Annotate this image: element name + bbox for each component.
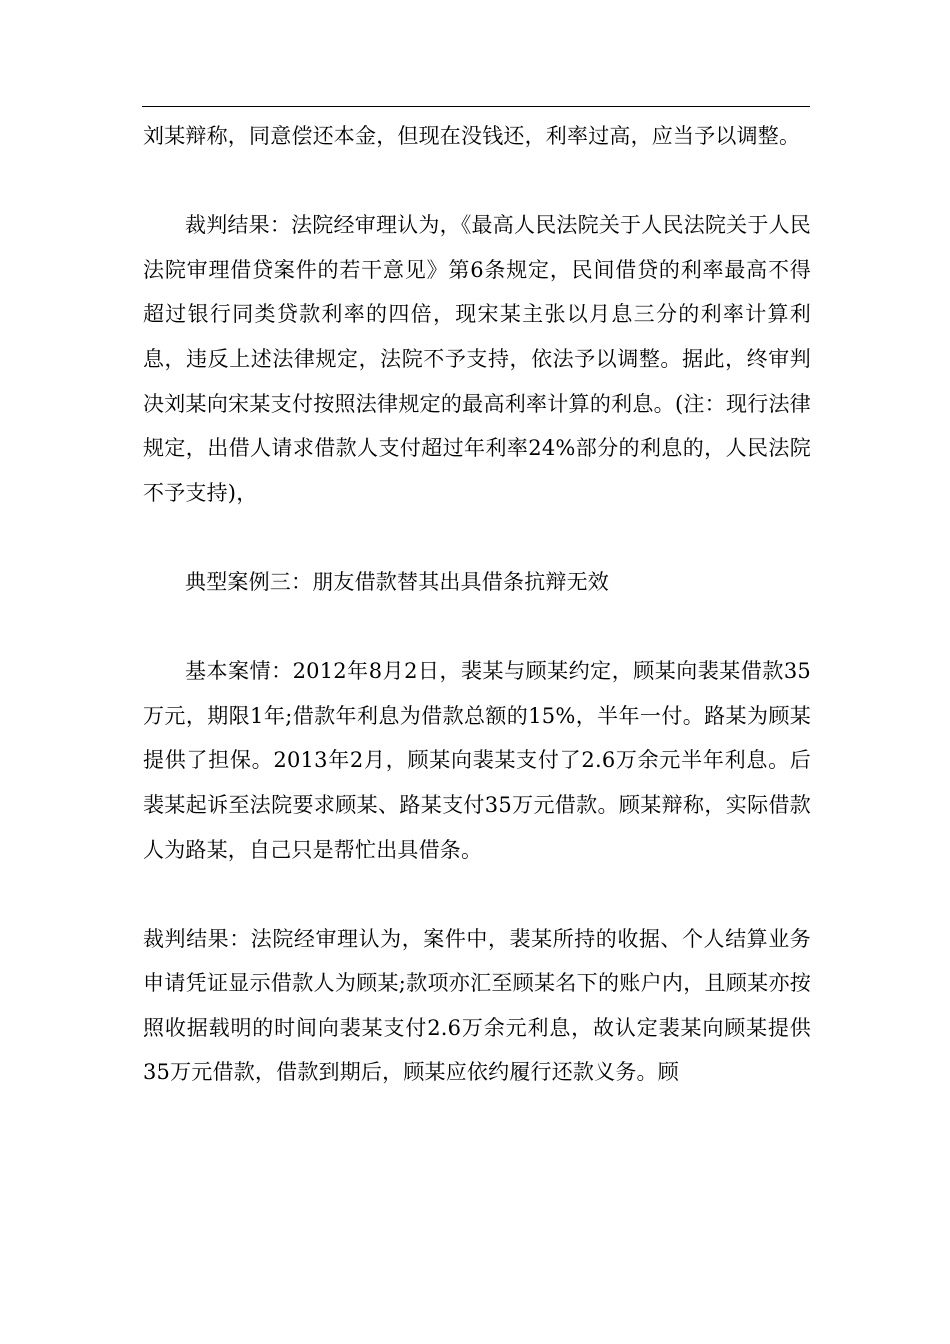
paragraph-gap bbox=[143, 515, 811, 560]
paragraph-gap bbox=[143, 872, 811, 917]
case-heading-three: 典型案例三：朋友借款替其出具借条抗辩无效 bbox=[185, 569, 609, 594]
paragraph-basic-facts: 基本案情：2012年8月2日，裴某与顾某约定，顾某向裴某借款35万元，期限1年;借款年利息为借款总额的15%，半年一付。路某为顾某提供了担保。2013年2月，顾某向裴某支付了2.6万余元半年利息。后裴某起诉至法院要求顾某、路某支付35万元借款。顾某辩称，实际借款人为路某，自己只是帮忙出具借条。 bbox=[143, 659, 811, 862]
paragraph-defense-statement: 刘某辩称，同意偿还本金，但现在没钱还，利率过高，应当予以调整。 bbox=[143, 124, 801, 148]
paragraph-gap bbox=[143, 159, 811, 204]
paragraph-judgment-result-1: 裁判结果：法院经审理认为，《最高人民法院关于人民法院关于人民法院审理借贷案件的若干意见》第6条规定，民间借贷的利率最高不得超过银行同类贷款利率的四倍，现宋某主张以月息三分的利率计算利息，违反上述法律规定，法院不予支持，依法予以调整。据此，终审判决刘某向宋某支付按照法律规定的最高利率计算的利息。(注：现行法律规定，出借人请求借款人支付超过年利率24%部分的利息的，人民法院不予支持)， bbox=[143, 213, 811, 505]
document-body bbox=[143, 114, 811, 1095]
paragraph-gap bbox=[143, 605, 811, 650]
paragraph-judgment-result-2: 裁判结果：法院经审理认为，案件中，裴某所持的收据、个人结算业务申请凭证显示借款人为顾某;款项亦汇至顾某名下的账户内，且顾某亦按照收据载明的时间向裴某支付2.6万余元利息，故认定裴某向顾某提供35万元借款，借款到期后，顾某应依约履行还款义务。顾 bbox=[143, 926, 811, 1085]
header-rule bbox=[142, 106, 810, 107]
